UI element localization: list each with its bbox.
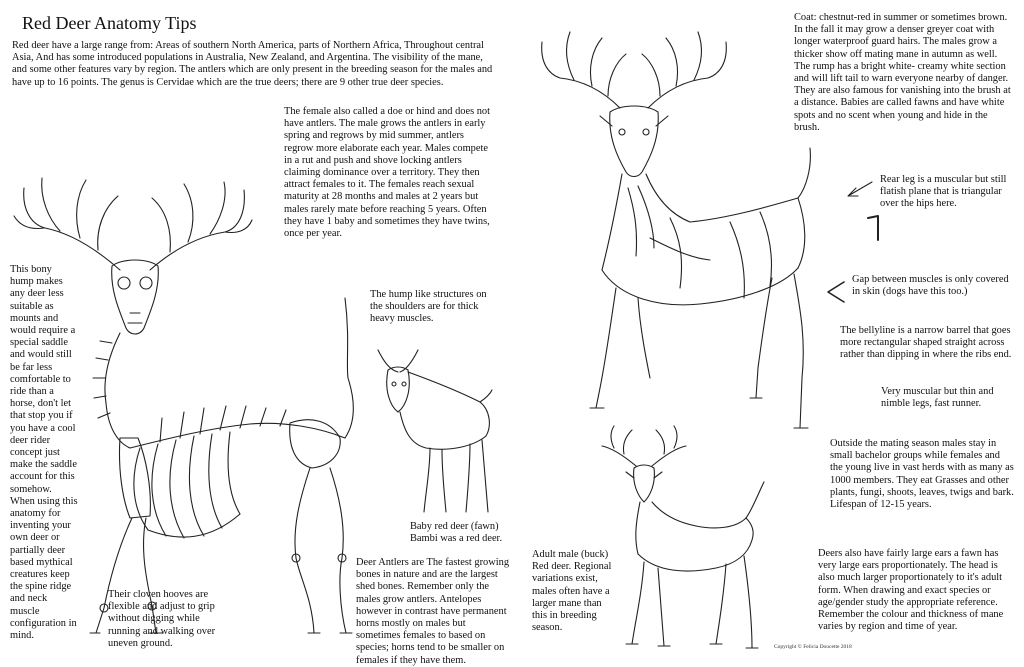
buck-caption: Adult male (buck) Red deer. Regional variations exist, males often have a larger mane than this in breeding season. (532, 549, 612, 634)
rear-leg-bracket-mark (866, 214, 886, 244)
deer-skeleton-illustration (0, 138, 372, 638)
hooves-note: Their cloven hooves are flexible and adjust to grip without digging while running and walking over uneven ground. (108, 589, 216, 649)
deer-muscle-study-illustration (530, 8, 810, 438)
fawn-caption: Baby red deer (fawn) Bambi was a red deer. (410, 521, 503, 545)
bony-hump-note: This bony hump makes any deer less suitable as mounts and would require a special saddle and would still be far less comfortable to ride than a horse, don't let that stop you if you have a cool deer rider concept just make the saddle account for this somehow. When using this anatomy for inventing your own deer or partially deer based mythical creatures keep the spine ridge and neck muscle configuration in mind. (10, 264, 78, 642)
legs-note: Very muscular but thin and nimble legs, fast runner. (881, 386, 994, 410)
adult-buck-illustration (596, 422, 766, 657)
page-title: Red Deer Anatomy Tips (22, 13, 197, 33)
mating-season-note: Outside the mating season males stay in small bachelor groups while females and the young live in vast herds with as many as 1000 members. They eat Grasses and other plants, fungi, shoots, leaves, twigs and bark. Lifespan of 12-15 years. (830, 438, 1014, 511)
antlers-note: Deer Antlers are The fastest growing bones in nature and are the largest shed bones. Remember only the males grow antlers. Antelopes however in contrast have permanent horns mostly on males but sometimes females to based on species; horns tend to be smaller on females if they have them. (356, 557, 510, 666)
female-note: The female also called a doe or hind and does not have antlers. The male grows the antlers in early spring and regrows by mid summer, antlers regrow more elaborate each year. Males compete in a rut and push and shove locking antlers claiming dominance over a territory. They then attract females to it. The females reach sexual maturity at 28 months and males at 2 years but males rarely mate before reaching 5 years. Often they have 1 baby and sometimes they have twins, once per year. (284, 106, 491, 240)
muscle-gap-note: Gap between muscles is only covered in skin (dogs have this too.) (852, 274, 1009, 298)
rear-leg-note: Rear leg is a muscular but still flatish plane that is triangular over the hips here. (880, 174, 1007, 210)
shoulder-hump-note: The hump like structures on the shoulders are for thick heavy muscles. (370, 289, 487, 325)
coat-note: Coat: chestnut-red in summer or sometimes brown. In the fall it may grow a denser greyer coat with longer waterproof guard hairs. The males grow a thicker show off mating mane in autumn as well. The rump has a bright white- creamy white section and will lift tail to warn everyone nearby of danger. They are also famous for vanishing into the brush at a distance. Babies are called fawns and have white spots and no scent when young and hide in the brush. (794, 12, 1011, 133)
fawn-illustration (370, 340, 500, 520)
rear-leg-pointer-arrow (846, 180, 876, 200)
bellyline-note: The bellyline is a narrow barrel that goes more rectangular shaped straight across rather than dipping in where the ribs end. (840, 325, 1012, 361)
copyright: Copyright © Felicia Doucette 2018 (774, 644, 852, 650)
muscle-gap-pointer-arrow (824, 280, 848, 304)
intro-paragraph: Red deer have a large range from: Areas of southern North America, parts of Northern Africa, Throughout central Asia, And has some introduced populations in Australia, New Zealand, and Argentina. The visibility of the mane, and some other features vary by region. The antlers which are only present in the breeding season for the males and have up to 16 points. The genus is Cervidae which are the true deers; there are 9 other true deer species. (12, 40, 493, 88)
ears-note: Deers also have fairly large ears a fawn has very large ears proportionately. The head is also much larger proportionately to it's adult form. When drawing and exact species or age/gender study the appropriate reference. Remember the colour and thickness of mane varies by region and time of year. (818, 548, 1004, 633)
